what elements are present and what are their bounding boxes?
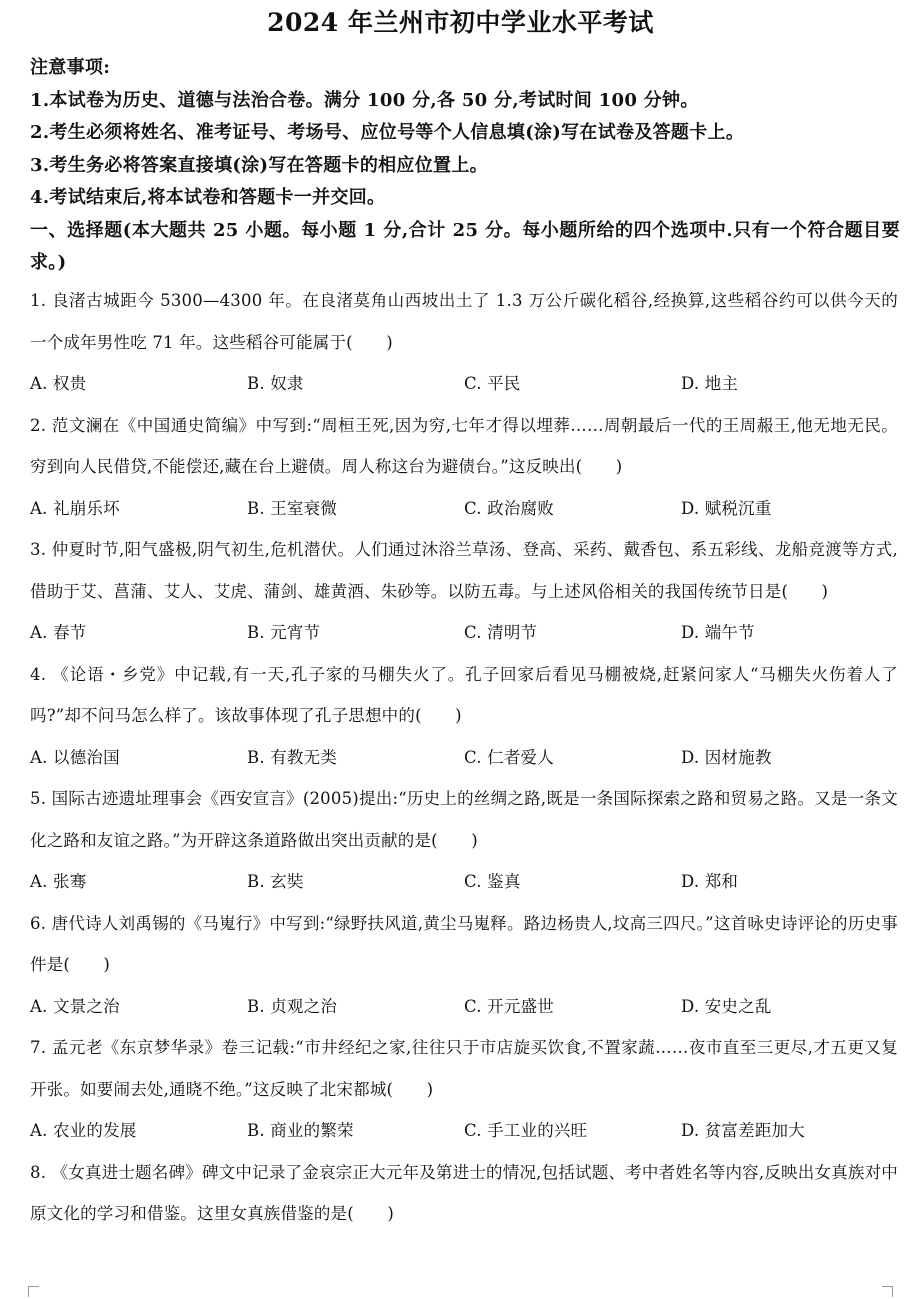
notice-heading: 注意事项: [30, 57, 111, 78]
notice-item: 3.考生务必将答案直接填(涂)写在答题卡的相应位置上。 [30, 154, 488, 176]
option-d: D. 地主 [681, 374, 739, 393]
question-4 [30, 654, 898, 779]
option-b: B. 商业的繁荣 [247, 1121, 354, 1140]
option-b: B. 玄奘 [247, 872, 304, 891]
option-row [30, 1110, 898, 1152]
option-a: A. 农业的发展 [30, 1121, 137, 1140]
page-corner-mark [882, 1286, 893, 1297]
option-c: C. 手工业的兴旺 [464, 1121, 588, 1140]
question-stem: 6. 唐代诗人刘禹锡的《马嵬行》中写到:“绿野扶风道,黄尘马嵬释。路边杨贵人,坟高三四尺。”这首咏史诗评论的历史事件是( ) [30, 913, 898, 974]
option-c: C. 鉴真 [464, 872, 521, 891]
option-d: D. 赋税沉重 [681, 498, 772, 518]
option-row [30, 363, 898, 405]
section-heading: 一、选择题(本大题共 25 小题。每小题 1 分,合计 25 分。每小题所给的四个选项中.只有一个符合题目要求。) [30, 219, 900, 273]
option-d: D. 贫富差距加大 [681, 1121, 805, 1140]
exam-title: 2024 年兰州市初中学业水平考试 [267, 8, 654, 37]
question-1 [30, 280, 898, 405]
option-d: D. 郑和 [681, 872, 739, 891]
question-8 [30, 1152, 898, 1235]
option-b: B. 元宵节 [247, 623, 321, 642]
notice-item: 4.考试结束后,将本试卷和答题卡一并交回。 [30, 187, 386, 208]
question-6 [30, 903, 898, 1028]
question-2 [30, 405, 898, 530]
option-b: B. 奴隶 [247, 374, 304, 393]
option-row [30, 861, 898, 903]
option-a: A. 以德治国 [30, 747, 120, 767]
question-stem: 2. 范文澜在《中国通史简编》中写到:“周桓王死,因为穷,七年才得以埋葬……周朝最后一代的王周赧王,他无地无民。穷到向人民借贷,不能偿还,藏在台上避债。周人称这台为避债台。”这反映出( ) [30, 415, 898, 476]
option-d: D. 因材施教 [681, 747, 772, 767]
question-stem: 8. 《女真进士题名碑》碑文中记录了金哀宗正大元年及第进士的情况,包括试题、考中者姓名等内容,反映出女真族对中原文化的学习和借鉴。这里女真族借鉴的是( ) [30, 1162, 898, 1223]
option-row [30, 488, 898, 530]
option-row [30, 737, 898, 779]
question-stem: 1. 良渚古城距今 5300—4300 年。在良渚莫角山西坡出土了 1.3 万公斤碳化稻谷,经换算,这些稻谷约可以供今天的一个成年男性吃 71 年。这些稻谷可能属于( ) [30, 291, 898, 352]
question-5 [30, 778, 898, 903]
option-row [30, 612, 898, 654]
question-stem: 7. 孟元老《东京梦华录》卷三记载:“市井经纪之家,往往只于市店旋买饮食,不置家蔬……夜市直至三更尽,才五更又复开张。如要闹去处,通晓不绝。”这反映了北宋都城( ) [30, 1038, 898, 1099]
option-b: B. 王室衰微 [247, 498, 338, 518]
question-7 [30, 1027, 898, 1152]
notice-section [30, 52, 900, 280]
option-d: D. 安史之乱 [681, 996, 772, 1016]
question-3 [30, 529, 898, 654]
question-list [30, 280, 898, 1235]
option-c: C. 仁者爱人 [464, 747, 554, 767]
question-stem: 4. 《论语・乡党》中记载,有一天,孔子家的马棚失火了。孔子回家后看见马棚被烧,赶紧问家人“马棚失火伤着人了吗?”却不问马怎么样了。该故事体现了孔子思想中的( ) [30, 664, 898, 725]
option-a: A. 张骞 [30, 872, 87, 891]
question-stem: 3. 仲夏时节,阳气盛极,阴气初生,危机潜伏。人们通过沐浴兰草汤、登高、采药、戴香包、系五彩线、龙船竞渡等方式,借助于艾、菖蒲、艾人、艾虎、蒲剑、雄黄酒、朱砂等。以防五毒。与上述风俗相关的我国传统节日是( ) [30, 540, 898, 601]
option-row [30, 986, 898, 1028]
option-a: A. 文景之治 [30, 996, 120, 1016]
option-a: A. 礼崩乐坏 [30, 498, 120, 518]
notice-item: 2.考生必须将姓名、准考证号、考场号、应位号等个人信息填(涂)写在试卷及答题卡上。 [30, 122, 745, 143]
notice-item: 1.本试卷为历史、道德与法治合卷。满分 100 分,各 50 分,考试时间 100 分钟。 [30, 89, 699, 111]
option-c: C. 开元盛世 [464, 996, 554, 1016]
page-corner-mark [28, 1286, 39, 1297]
option-a: A. 春节 [30, 623, 87, 642]
option-d: D. 端午节 [681, 623, 755, 642]
option-b: B. 贞观之治 [247, 996, 338, 1016]
option-c: C. 平民 [464, 374, 521, 393]
option-a: A. 权贵 [30, 374, 87, 393]
option-c: C. 清明节 [464, 623, 538, 642]
option-b: B. 有教无类 [247, 747, 338, 767]
question-stem: 5. 国际古迹遗址理事会《西安宣言》(2005)提出:“历史上的丝绸之路,既是一条国际探索之路和贸易之路。又是一条文化之路和友谊之路。”为开辟这条道路做出突出贡献的是( ) [30, 789, 898, 850]
option-c: C. 政治腐败 [464, 498, 554, 518]
